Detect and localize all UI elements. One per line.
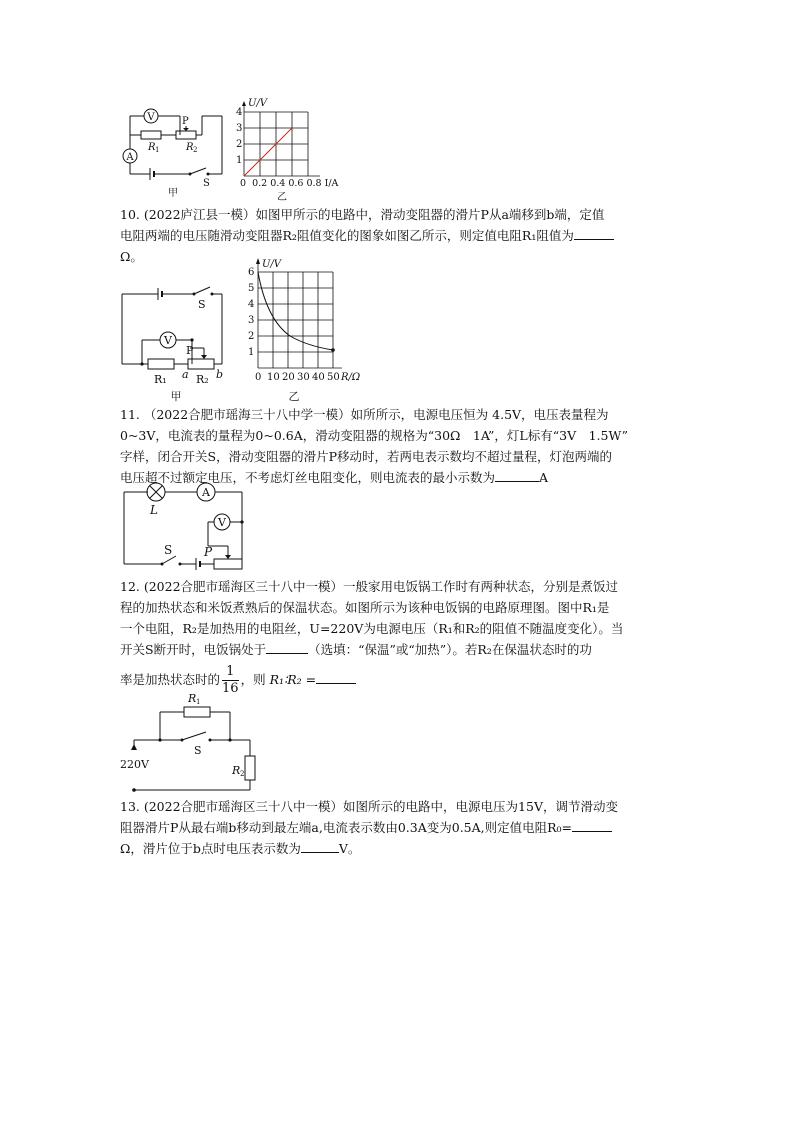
q10-slider-label: P xyxy=(186,344,194,357)
q11-lamp-label: L xyxy=(150,503,158,517)
q12-line2: 程的加热状态和米饭煮熟后的保温状态。如图所示为该种电饭锅的电路原理图。图中R₁是 xyxy=(120,600,610,615)
q11-slider-label: P xyxy=(204,545,213,559)
fig9-ytick-4: 4 xyxy=(236,107,243,118)
fig9-r2-label: R xyxy=(186,142,194,153)
q12-ratio: R₁∶R₂ xyxy=(269,672,302,687)
q12-line1: 12. (2022合肥市瑶海区三十八中一模）一般家用电饭锅工作时有两种状态，分别是煮饭过 xyxy=(120,579,619,594)
q13-answer-blank-1[interactable] xyxy=(572,831,612,832)
fig9-xaxis-labels: 0 0.2 0.4 0.6 0.8 I/A xyxy=(240,178,339,189)
q12-r2-label: R xyxy=(232,764,241,777)
q11-voltmeter-label: V xyxy=(218,516,226,529)
q10-xtick-10: 10 xyxy=(267,372,280,383)
q10-xlabel: R/Ω xyxy=(341,372,361,383)
q13-line1: 13. (2022合肥市瑶海区三十八中一模）如图所示的电路中，电源电压为15V，调节滑动变 xyxy=(120,799,618,814)
q10-ytick-1: 1 xyxy=(248,347,255,358)
fig9-ammeter-label: A xyxy=(126,152,134,163)
q10-caption-jia: 甲 xyxy=(170,390,182,403)
fig9-ytick-1: 1 xyxy=(236,155,243,166)
question-12 xyxy=(120,576,680,697)
q13-answer-blank-2[interactable] xyxy=(301,852,339,853)
q11-line2: 0~3V，电流表的量程为0~0.6A，滑动变阻器的规格为“30Ω 1A”，灯L标有“3V 1.5W” xyxy=(120,428,628,443)
q12-equals: = xyxy=(305,672,317,687)
q10-ytick-5: 5 xyxy=(248,283,255,294)
fig9-r2-sub: 2 xyxy=(193,146,198,154)
q12-r1-label: R xyxy=(188,692,197,705)
q12-r1-sub: 1 xyxy=(196,698,201,706)
question-13 xyxy=(120,796,680,859)
q10-ytick-2: 2 xyxy=(248,331,255,342)
q10-xtick-50: 50 xyxy=(327,372,340,383)
q13-line2: 阻器滑片P从最右端b移动到最左端a,电流表示数由0.3A变为0.5A,则定值电阻R₀= xyxy=(120,817,680,838)
q10-r1-label: R₁ xyxy=(154,373,167,386)
q10-xtick-40: 40 xyxy=(312,372,325,383)
q10-line1: 10. (2022庐江县一模）如图甲所示的电路中，滑动变阻器的滑片P从a端移到b端，定值 xyxy=(120,207,605,222)
q10-xtick-30: 30 xyxy=(297,372,310,383)
q10-switch-label: S xyxy=(198,298,206,311)
q10-line2: 电阻两端的电压随滑动变阻器R₂阻值变化的图象如图乙所示，则定值电阻R₁阻值为 xyxy=(120,225,680,246)
fig9-switch-label: S xyxy=(203,178,210,189)
q11-circuit xyxy=(118,478,258,570)
fig9-ytick-3: 3 xyxy=(236,123,243,134)
q10-answer-blank[interactable] xyxy=(574,239,614,240)
q11-line4: 电压超不过额定电压，不考虑灯丝电阻变化，则电流表的最小示数为 A xyxy=(120,470,549,485)
fig9-voltmeter-label: V xyxy=(147,112,155,123)
q11-switch-label: S xyxy=(164,543,173,557)
q12-switch-label: S xyxy=(194,744,202,757)
q12-circuit xyxy=(120,690,270,800)
fig9-caption-jia: 甲 xyxy=(168,188,178,199)
question-11 xyxy=(120,404,680,488)
q11-answer-blank[interactable] xyxy=(495,481,539,482)
q10-xtick-0: 0 xyxy=(255,372,262,383)
q11-line1: 11. （2022合肥市瑶海三十八中学一模）如所所示，电源电压恒为 4.5V，电压表量程为 xyxy=(120,407,609,422)
q12-r2-sub: 2 xyxy=(240,770,245,778)
q12-frac-den: 16 xyxy=(222,681,239,696)
q12-line3: 一个电阻，R₂是加热用的电阻丝，U=220V为电源电压（R₁和R₂的阻值不随温度变化）。当 xyxy=(120,621,624,636)
q12-answer-blank-2[interactable] xyxy=(316,683,356,684)
q12-voltage-label: 220V xyxy=(120,758,149,771)
q10-r2-label: R₂ xyxy=(196,373,209,386)
q10-ytick-4: 4 xyxy=(248,299,255,310)
q10-a-label: a xyxy=(182,368,189,381)
q12-frac-num: 1 xyxy=(222,664,239,681)
q10-graph-yi xyxy=(240,254,370,404)
q12-answer-blank-1[interactable] xyxy=(266,653,308,654)
fig9-ytick-2: 2 xyxy=(236,139,243,150)
q11-ammeter-label: A xyxy=(202,486,210,499)
fig9-graph-ylabel: U/V xyxy=(248,98,268,109)
q13-line3: Ω，滑片位于b点时电压表示数为 V。 xyxy=(120,841,361,856)
question-10 xyxy=(120,204,680,267)
q10-line3: Ω。 xyxy=(120,249,143,264)
q12-line5: 率是加热状态时的 $\frac{1}{16}$ ，则 R₁∶R₂ = xyxy=(120,664,680,697)
q10-xtick-20: 20 xyxy=(282,372,295,383)
fig9-r1-sub: 1 xyxy=(155,146,160,154)
fig9-r1-label: R xyxy=(148,142,156,153)
q10-circuit-jia xyxy=(118,282,238,402)
fig9-graph-yi xyxy=(232,96,342,206)
q10-ytick-6: 6 xyxy=(248,267,255,278)
fig9-caption-yi: 乙 xyxy=(277,192,287,203)
q10-b-label: b xyxy=(216,368,224,381)
q12-line4: 开关S断开时，电饭锅处于 （选填：“保温”或“加热”）。若R₂在保温状态时的功 xyxy=(120,642,592,657)
q10-voltmeter-label: V xyxy=(164,334,172,347)
fig9-slider-label: P xyxy=(182,116,189,127)
fig9-circuit-jia xyxy=(110,104,230,199)
q10-graph-ylabel: U/V xyxy=(262,259,282,270)
q10-caption-yi: 乙 xyxy=(288,390,300,403)
q10-ytick-3: 3 xyxy=(248,315,255,326)
q11-line3: 字样，闭合开关S，滑动变阻器的滑片P移动时，若两电表示数均不超过量程，灯泡两端的 xyxy=(120,449,612,464)
